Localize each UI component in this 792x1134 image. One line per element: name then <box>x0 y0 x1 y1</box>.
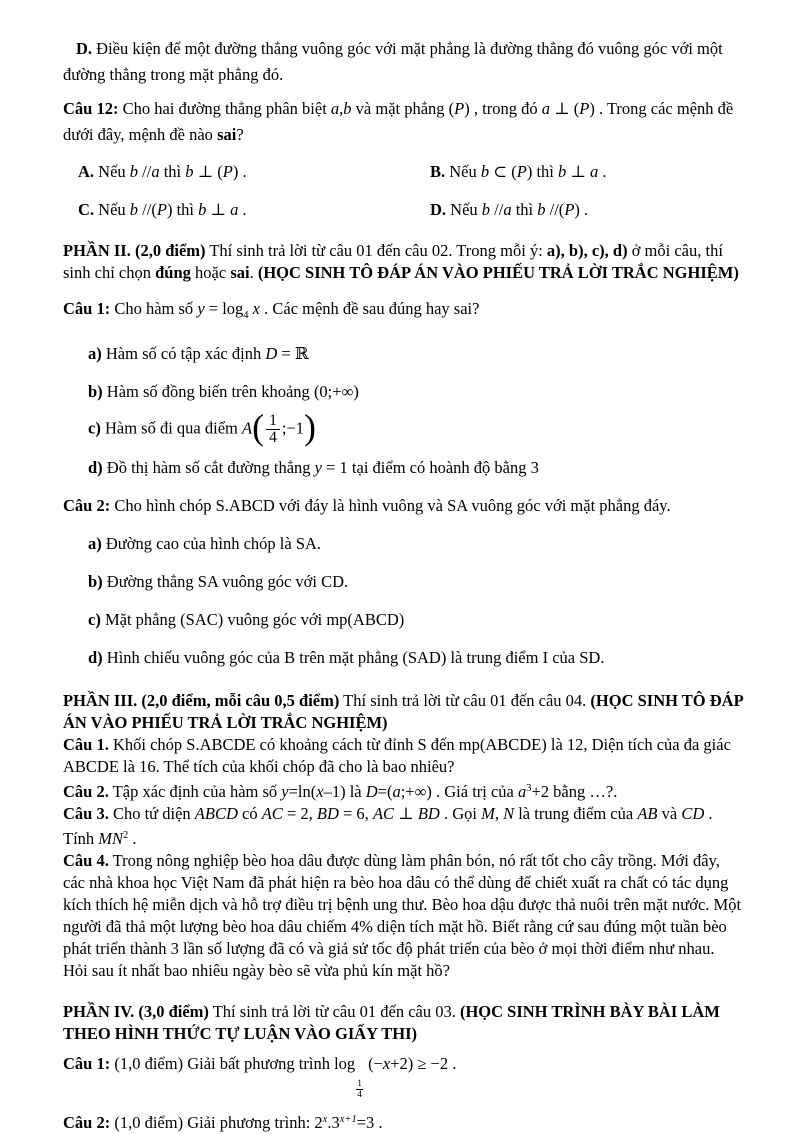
part-4-heading: PHẦN IV. (3,0 điểm) Thí sinh trả lời từ câu 01 đến câu 03. (HỌC SINH TRÌNH BÀY BÀI LÀM THEO HÌNH THỨC TỰ LUẬN VÀO GIẤY THI) <box>63 1001 720 1043</box>
question-12-option-a: A. Nếu b //a thì b ⊥ (P) . <box>78 162 247 181</box>
part3-question-4: Câu 4. Trong nông nghiệp bèo hoa dâu được dùng làm phân bón, nó rất tốt cho cây trồng. Mới đây, các nhà khoa học Việt Nam đã phát hiện ra bèo hoa dâu có thể dùng để chiết xuất ra chất có tác dụng kích thích hệ miễn dịch và hỗ trợ điều trị bệnh ung thư. Bèo hoa dậu được thả nuôi trên mặt nước. Một người đã thả một lượng bèo hoa dâu chiếm 4% diện tích mặt hồ. Biết rằng cứ sau đúng một tuần bèo phát triển thành 3 lần số lượng đã có và giả sử tốc độ phát triển của bèo ở mọi thời điểm như nhau. Hỏi sau ít nhất bao nhiêu ngày bèo sẽ vừa phủ kín mặt hồ? <box>63 850 742 980</box>
part2-question-1-item-d: d) Đồ thị hàm số cắt đường thẳng y = 1 tại điểm có hoành độ bằng 3 <box>88 457 539 477</box>
part3-question-2: Câu 2. Tập xác định của hàm số y=ln(x–1) là D=(a;+∞) . Giá trị của $a^3+2$ bằng …?. <box>63 781 618 801</box>
part2-question-2-item-c: c) Mặt phẳng (SAC) vuông góc với mp(ABCD) <box>88 609 405 629</box>
part2-question-1-item-a: a) Hàm số có tập xác định D = ℝ <box>88 344 309 363</box>
part4-question-2: Câu 2: (1,0 điểm) Giải phương trình: $2^x.3^{x+1}=3$ . <box>63 1113 383 1133</box>
part2-question-2-stem: Câu 2: Cho hình chóp S.ABCD với đáy là hình vuông và SA vuông góc với mặt phẳng đáy. <box>63 495 671 515</box>
question-12-option-b: B. Nếu b ⊂ (P) thì b ⊥ a . <box>430 162 607 181</box>
part-4-section <box>63 1001 743 1134</box>
part3-question-1: Câu 1. Khối chóp S.ABCDE có khoảng cách từ đỉnh S đến mp(ABCDE) là 12, Diện tích của đa giác ABCDE là 16. Thể tích của khối chóp đã cho là bao nhiêu? <box>63 734 731 776</box>
part-3-section <box>63 690 743 982</box>
question-12-option-d: D. Nếu b //a thì b //(P) . <box>430 200 589 219</box>
question-12-option-c: C. Nếu b //(P) thì b ⊥ a . <box>78 200 247 219</box>
part4-question-1: Câu 1: (1,0 điểm) Giải bất phương trình log $\frac{1}{4}$ (−x+2) ≥ −2 . <box>63 1053 457 1100</box>
part2-question-1-stem: Câu 1: Cho hàm số $y = \log_4 x$ . Các mệnh đề sau đúng hay sai? <box>63 299 480 321</box>
question-12-stem: Câu 12: Cho hai đường thẳng phân biệt a,b và mặt phẳng (P) , trong đó a ⊥ (P) . Trong các mệnh đề dưới đây, mệnh đề nào sai? <box>63 99 734 144</box>
question-12-options <box>63 156 743 225</box>
prev-question-option-d: D. Điều kiện để một đường thẳng vuông góc với mặt phẳng là đường thẳng đó vuông góc với một đường thẳng trong mặt phẳng đó. <box>63 39 723 84</box>
part2-question-1-item-b: b) Hàm số đồng biến trên khoảng (0;+∞) <box>88 382 359 401</box>
part2-question-2-item-a: a) Đường cao của hình chóp là SA. <box>88 533 322 553</box>
part2-question-2-item-d: d) Hình chiếu vuông góc của B trên mặt phẳng (SAD) là trung điểm I của SD. <box>88 647 605 667</box>
part2-question-1-item-c: c) Hàm số đi qua điểm A( $\frac{1}{4}$ ;−1) <box>88 406 316 447</box>
part-3-heading: PHẦN III. (2,0 điểm, mỗi câu 0,5 điểm) Thí sinh trả lời từ câu 01 đến câu 04. (HỌC SINH TÔ ĐÁP ÁN VÀO PHIẾU TRẢ LỜI TRẮC NGHIỆM) <box>63 690 743 732</box>
part3-question-3: Câu 3. Cho tứ diện ABCD có AC = 2, BD = 6, AC ⊥ BD . Gọi M, N là trung điểm của AB và CD . Tính $MN^2$ . <box>63 803 713 848</box>
part2-question-2-item-b: b) Đường thẳng SA vuông góc với CD. <box>88 571 349 591</box>
part-2-heading: PHẦN II. (2,0 điểm) Thí sinh trả lời từ câu 01 đến câu 02. Trong mỗi ý: a), b), c), d) ở mỗi câu, thí sinh chỉ chọn đúng hoặc sai. (HỌC SINH TÔ ĐÁP ÁN VÀO PHIẾU TRẢ LỜI TRẮC NGHIỆM) <box>63 241 739 282</box>
